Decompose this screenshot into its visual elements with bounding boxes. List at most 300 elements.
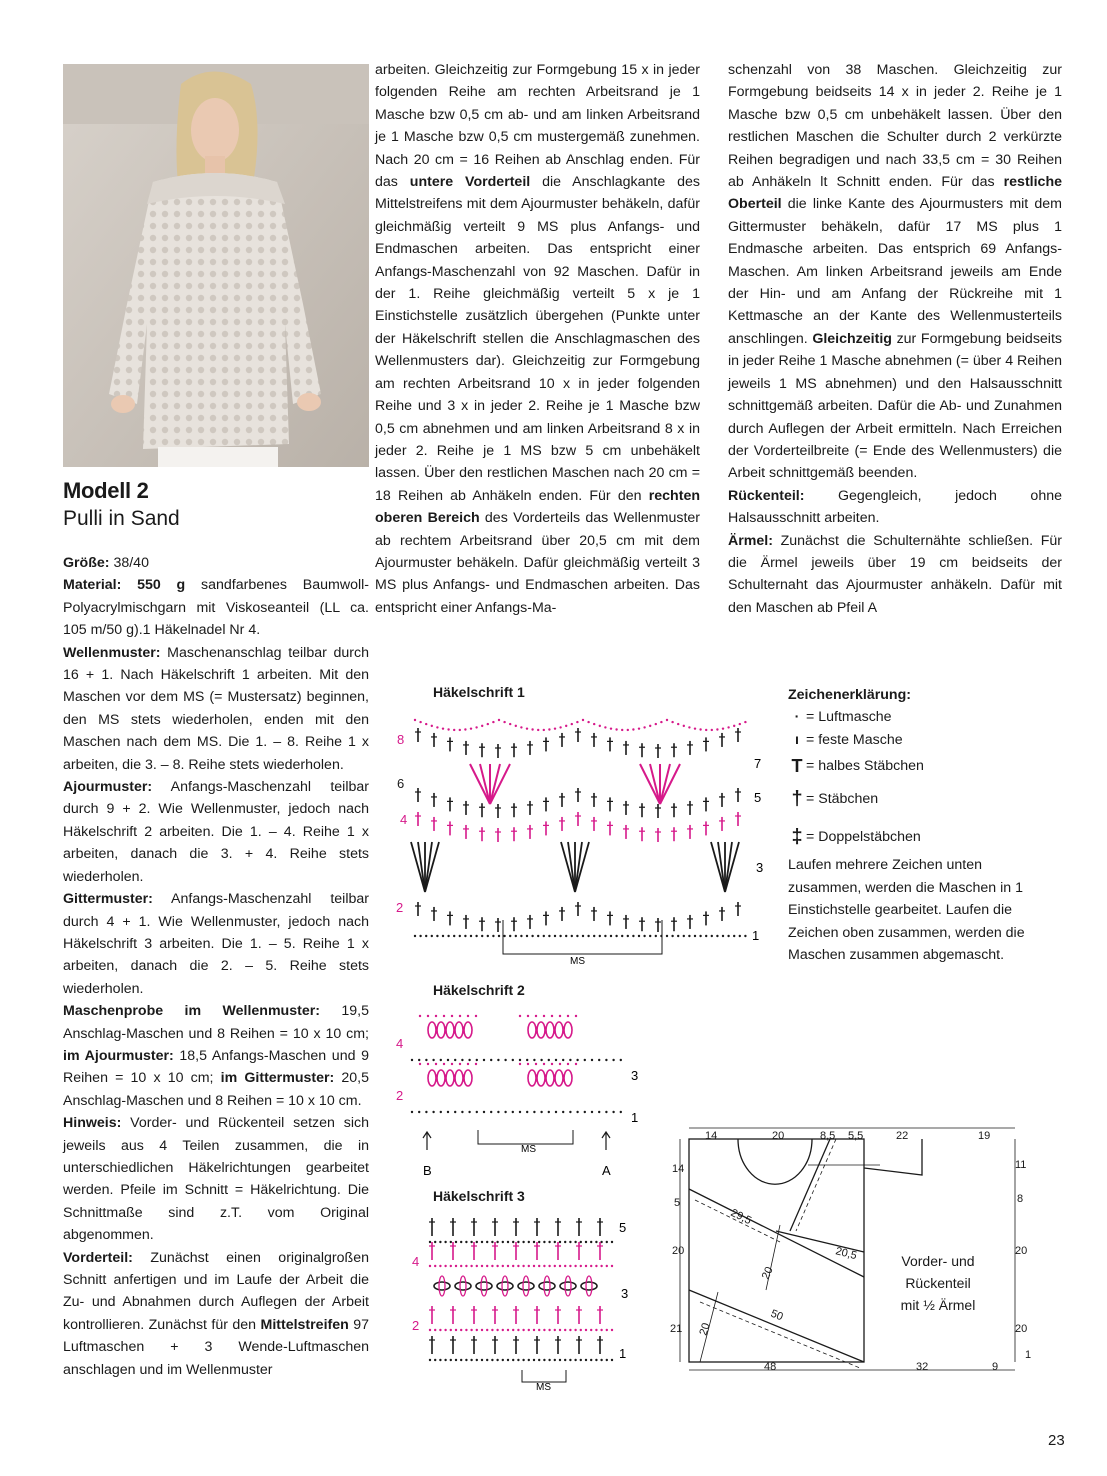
chain-dot bbox=[435, 1015, 437, 1017]
chain-dot bbox=[582, 719, 584, 721]
chain-dot bbox=[610, 935, 612, 937]
half-double-crochet-icon: T bbox=[791, 756, 803, 777]
label: Vorderteil: bbox=[63, 1249, 133, 1266]
chain-dot bbox=[434, 1265, 436, 1267]
cluster-stitch bbox=[502, 1276, 508, 1296]
chain-dot bbox=[515, 935, 517, 937]
chain-dot bbox=[455, 1265, 457, 1267]
chain-dot bbox=[427, 1015, 429, 1017]
chain-dot bbox=[615, 728, 617, 730]
chain-dot bbox=[600, 1265, 602, 1267]
repeat-bracket bbox=[478, 1130, 573, 1144]
chain-dot bbox=[593, 935, 595, 937]
chain-dot bbox=[512, 1111, 514, 1113]
chain-dot bbox=[465, 1265, 467, 1267]
chain-dot bbox=[531, 935, 533, 937]
chain-dot bbox=[519, 1059, 521, 1061]
chain-dot bbox=[540, 1059, 542, 1061]
chain-dot bbox=[611, 1241, 613, 1243]
dim-label: 48 bbox=[764, 1361, 777, 1373]
chain-dot bbox=[683, 935, 685, 937]
chain-dot bbox=[727, 726, 729, 728]
chain-stitch-icon: · bbox=[794, 709, 800, 726]
chain-dot bbox=[671, 935, 673, 937]
label: rechten oberen Bereich bbox=[375, 487, 700, 527]
chain-dot bbox=[502, 1359, 504, 1361]
chain-dot bbox=[487, 935, 489, 937]
chain-dot bbox=[535, 1063, 537, 1065]
puff-stitch bbox=[537, 1070, 545, 1086]
legend-text: = Luftmasche bbox=[806, 709, 892, 726]
chain-dot bbox=[585, 1329, 587, 1331]
chain-dot bbox=[548, 1359, 550, 1361]
fan-stitch bbox=[418, 842, 425, 892]
chain-dot bbox=[554, 1359, 556, 1361]
dim-label: 20 bbox=[772, 1130, 785, 1142]
chain-dot bbox=[598, 1111, 600, 1113]
chain-dot bbox=[649, 935, 651, 937]
chain-dot bbox=[476, 1265, 478, 1267]
chain-dot bbox=[459, 729, 461, 731]
puff-stitch bbox=[437, 1022, 445, 1038]
chain-dot bbox=[507, 1329, 509, 1331]
chain-dot bbox=[517, 1359, 519, 1361]
legend-text: = Stäbchen bbox=[806, 790, 879, 807]
chain-dot bbox=[574, 1329, 576, 1331]
chain-dot bbox=[414, 935, 416, 937]
paragraph-note bbox=[63, 1112, 369, 1246]
chain-dot bbox=[481, 935, 483, 937]
cluster-stitch bbox=[497, 1282, 513, 1290]
chain-dot bbox=[520, 726, 522, 728]
crochet-chart-1 bbox=[390, 702, 770, 972]
chain-dot bbox=[491, 1329, 493, 1331]
label: im Ajourmuster: bbox=[63, 1047, 174, 1064]
row-label: 3 bbox=[621, 1286, 629, 1301]
dim-line bbox=[796, 1139, 836, 1231]
puff-stitch bbox=[555, 1022, 563, 1038]
chain-dot bbox=[576, 1111, 578, 1113]
chain-dot bbox=[487, 723, 489, 725]
chain-dot bbox=[418, 1111, 420, 1113]
chain-dot bbox=[450, 1265, 452, 1267]
cluster-stitch bbox=[455, 1282, 471, 1290]
chain-dot bbox=[655, 935, 657, 937]
chain-dot bbox=[436, 726, 438, 728]
chain-dot bbox=[481, 1265, 483, 1267]
dim-label: 8,5 bbox=[820, 1130, 836, 1142]
chain-dot bbox=[411, 1111, 413, 1113]
chain-dot bbox=[526, 727, 528, 729]
chain-dot bbox=[605, 1111, 607, 1113]
row-label: 6 bbox=[397, 776, 405, 791]
chain-dot bbox=[533, 1329, 535, 1331]
chain-dot bbox=[569, 1329, 571, 1331]
chain-dot bbox=[598, 1059, 600, 1061]
chain-dot bbox=[476, 1359, 478, 1361]
chain-dot bbox=[548, 1241, 550, 1243]
sleeve-outline bbox=[864, 1139, 922, 1175]
dim-label: 21 bbox=[670, 1323, 683, 1335]
chain-dot bbox=[414, 719, 416, 721]
repeat-bracket bbox=[522, 1370, 566, 1382]
text: Anfangs-Maschenzahl teilbar durch 4 + 1. Wie Wellenmuster, jedoch nach Häkelschrift 3 arbeiten. Die 1. – 5. Reihe 1 x arbeiten, danach die 2. – 5. Reihe stets wiederholen. bbox=[63, 891, 369, 997]
chain-dot bbox=[427, 1063, 429, 1065]
chain-dot bbox=[571, 935, 573, 937]
fan-stitch bbox=[725, 842, 739, 892]
cluster-stitch bbox=[565, 1276, 571, 1296]
chain-dot bbox=[460, 1359, 462, 1361]
chain-dot bbox=[587, 935, 589, 937]
row-label: 3 bbox=[631, 1068, 639, 1083]
chain-dot bbox=[497, 1111, 499, 1113]
chain-dot bbox=[450, 1329, 452, 1331]
fan-stitch bbox=[718, 842, 725, 892]
chain-dot bbox=[535, 1015, 537, 1017]
label: Größe: bbox=[63, 555, 110, 571]
chain-dot bbox=[590, 1265, 592, 1267]
chain-dot bbox=[548, 1329, 550, 1331]
fan-stitch bbox=[480, 764, 490, 804]
chain-dot bbox=[569, 1241, 571, 1243]
chain-dot bbox=[655, 723, 657, 725]
chain-dot bbox=[460, 1265, 462, 1267]
chain-dot bbox=[503, 721, 505, 723]
text: Vorder- und Rückenteil setzen sich jeweils aus 4 Teilen zusammen, die in unterschiedlichen Häkelrichtungen gearbeitet werden. Pfeile im Schnitt = Häkelrichtung. Die Schnittmaße sind z.T. vom Original abgenommen. bbox=[63, 1115, 369, 1244]
chart-3-title: Häkelschrift 3 bbox=[433, 1188, 525, 1204]
chain-dot bbox=[512, 1265, 514, 1267]
chain-dot bbox=[517, 1265, 519, 1267]
chain-dot bbox=[580, 1359, 582, 1361]
chain-dot bbox=[585, 1359, 587, 1361]
chain-dot bbox=[585, 1241, 587, 1243]
chain-dot bbox=[502, 1329, 504, 1331]
paragraph-upper-front bbox=[728, 59, 1062, 485]
chain-dot bbox=[677, 935, 679, 937]
chain-dot bbox=[538, 1265, 540, 1267]
chain-dot bbox=[481, 1329, 483, 1331]
chain-dot bbox=[612, 1111, 614, 1113]
chain-dot bbox=[627, 729, 629, 731]
chain-dot bbox=[476, 1241, 478, 1243]
chain-dot bbox=[429, 1329, 431, 1331]
chain-dot bbox=[666, 719, 668, 721]
chain-dot bbox=[470, 935, 472, 937]
fan-stitch bbox=[725, 842, 732, 892]
chain-dot bbox=[590, 1359, 592, 1361]
chain-dot bbox=[436, 935, 438, 937]
chain-dot bbox=[600, 1329, 602, 1331]
chain-dot bbox=[660, 721, 662, 723]
chain-dot bbox=[464, 728, 466, 730]
dim-label: 29,5 bbox=[728, 1206, 754, 1228]
chain-dot bbox=[475, 935, 477, 937]
chain-dot bbox=[576, 1059, 578, 1061]
chain-dot bbox=[564, 1359, 566, 1361]
chain-dot bbox=[584, 1111, 586, 1113]
label: Ajourmuster: bbox=[63, 779, 153, 796]
chain-dot bbox=[444, 1241, 446, 1243]
chain-dot bbox=[638, 935, 640, 937]
chain-dot bbox=[460, 1329, 462, 1331]
chain-dot bbox=[411, 1059, 413, 1061]
dim-label: 9 bbox=[992, 1361, 999, 1373]
paragraph-wave-pattern bbox=[63, 642, 369, 776]
row-label: 2 bbox=[396, 1088, 404, 1103]
chain-dot bbox=[491, 1359, 493, 1361]
chain-dot bbox=[522, 1241, 524, 1243]
chain-dot bbox=[434, 1329, 436, 1331]
instructions-column-2 bbox=[375, 59, 700, 619]
crochet-chart-2 bbox=[390, 1000, 660, 1180]
puff-stitch bbox=[446, 1022, 454, 1038]
row-label: 7 bbox=[754, 756, 762, 771]
chain-dot bbox=[615, 935, 617, 937]
chain-dot bbox=[419, 935, 421, 937]
chain-dot bbox=[543, 1063, 545, 1065]
chain-dot bbox=[522, 1329, 524, 1331]
chain-dot bbox=[429, 1359, 431, 1361]
puff-stitch bbox=[546, 1022, 554, 1038]
puff-stitch bbox=[437, 1070, 445, 1086]
legend-item bbox=[788, 826, 1028, 848]
label: Gleichzeitig bbox=[812, 330, 892, 347]
legend-item bbox=[788, 706, 1028, 728]
chain-dot bbox=[429, 1241, 431, 1243]
chain-dot bbox=[537, 935, 539, 937]
cluster-stitch bbox=[586, 1276, 592, 1296]
chain-dot bbox=[538, 1241, 540, 1243]
page-number: 23 bbox=[1048, 1432, 1065, 1449]
chain-dot bbox=[439, 1265, 441, 1267]
chain-dot bbox=[711, 935, 713, 937]
chain-dot bbox=[567, 1063, 569, 1065]
dim-label: 14 bbox=[705, 1130, 718, 1142]
chain-dot bbox=[595, 1359, 597, 1361]
chain-dot bbox=[467, 1015, 469, 1017]
chain-dot bbox=[497, 1059, 499, 1061]
paragraph-back bbox=[728, 485, 1062, 530]
row-label: 2 bbox=[412, 1318, 420, 1333]
model-photo-illustration bbox=[63, 64, 369, 467]
chain-dot bbox=[470, 727, 472, 729]
single-crochet-icon: ı bbox=[795, 731, 799, 748]
chain-dot bbox=[450, 1241, 452, 1243]
chain-dot bbox=[612, 1059, 614, 1061]
chain-dot bbox=[564, 1329, 566, 1331]
chain-dot bbox=[453, 729, 455, 731]
model-photo bbox=[63, 64, 369, 467]
chain-dot bbox=[533, 1241, 535, 1243]
puff-stitch bbox=[455, 1070, 463, 1086]
chain-dot bbox=[451, 1063, 453, 1065]
chain-dot bbox=[593, 723, 595, 725]
schematic-label: Rückenteil bbox=[905, 1275, 971, 1291]
chain-dot bbox=[470, 1329, 472, 1331]
dim-label: 19 bbox=[978, 1130, 991, 1142]
chain-dot bbox=[419, 721, 421, 723]
chain-dot bbox=[425, 1059, 427, 1061]
chain-dot bbox=[599, 725, 601, 727]
chain-dot bbox=[439, 1241, 441, 1243]
chain-dot bbox=[526, 1111, 528, 1113]
chain-dot bbox=[533, 1111, 535, 1113]
chain-dot bbox=[611, 1329, 613, 1331]
chain-dot bbox=[611, 1265, 613, 1267]
chain-dot bbox=[461, 1059, 463, 1061]
text: zur Formgebung beidseits in jeder Reihe 1 Masche abnehmen (= über 4 Reihen jeweils 1 MS abnehmen) und den Halsausschnitt schnittgemäß arbeiten. Dafür die Ab- und Zunahmen durch Auflegen der Arbeit ermitteln. Nach Erreichen der Vorderteilbreite (= Ende des Wellenmusters) die Arbeit schnittgemäß beenden. bbox=[728, 330, 1063, 482]
cluster-stitch bbox=[518, 1282, 534, 1290]
chain-dot bbox=[465, 1359, 467, 1361]
paragraph-gauge bbox=[63, 1000, 369, 1112]
paragraph-sleeves bbox=[728, 530, 1062, 620]
schematic-label: Vorder- und bbox=[901, 1253, 975, 1269]
fan-stitch bbox=[425, 842, 439, 892]
chain-dot bbox=[464, 935, 466, 937]
chain-dot bbox=[538, 1329, 540, 1331]
chain-dot bbox=[694, 727, 696, 729]
chain-dot bbox=[543, 729, 545, 731]
chain-dot bbox=[744, 721, 746, 723]
chain-dot bbox=[455, 1359, 457, 1361]
text: 38/40 bbox=[109, 555, 149, 571]
paragraph-ajour-pattern bbox=[63, 776, 369, 888]
chain-dot bbox=[621, 729, 623, 731]
chain-dot bbox=[548, 728, 550, 730]
fan-stitch bbox=[490, 764, 500, 804]
cluster-stitch bbox=[523, 1276, 529, 1296]
chain-dot bbox=[574, 1359, 576, 1361]
chain-dot bbox=[551, 1063, 553, 1065]
chain-dot bbox=[582, 935, 584, 937]
chain-dot bbox=[496, 1241, 498, 1243]
puff-stitch bbox=[428, 1022, 436, 1038]
chain-dot bbox=[475, 1015, 477, 1017]
fan-stitch bbox=[650, 764, 660, 804]
chain-dot bbox=[468, 1111, 470, 1113]
label: im Gittermuster: bbox=[220, 1070, 335, 1087]
chain-dot bbox=[554, 1241, 556, 1243]
chain-dot bbox=[496, 1359, 498, 1361]
chain-dot bbox=[519, 1063, 521, 1065]
chain-dot bbox=[496, 1265, 498, 1267]
row-label: 4 bbox=[396, 1036, 404, 1051]
chain-dot bbox=[528, 1329, 530, 1331]
legend-text: = feste Masche bbox=[806, 731, 903, 748]
chain-dot bbox=[604, 726, 606, 728]
chain-dot bbox=[571, 723, 573, 725]
chain-dot bbox=[419, 1015, 421, 1017]
chain-dot bbox=[451, 1015, 453, 1017]
label: Hinweis: bbox=[63, 1115, 122, 1132]
chain-dot bbox=[559, 1329, 561, 1331]
chain-dot bbox=[739, 723, 741, 725]
chain-dot bbox=[490, 1111, 492, 1113]
chain-dot bbox=[455, 1329, 457, 1331]
chain-dot bbox=[699, 935, 701, 937]
dim-label: 22 bbox=[896, 1130, 909, 1142]
fan-stitch bbox=[568, 842, 575, 892]
dim-label: 20 bbox=[672, 1245, 685, 1257]
chain-dot bbox=[688, 726, 690, 728]
chain-dot bbox=[527, 1063, 529, 1065]
chain-dot bbox=[733, 935, 735, 937]
chain-dot bbox=[425, 723, 427, 725]
row-label: 4 bbox=[400, 812, 408, 827]
chain-dot bbox=[470, 1241, 472, 1243]
chain-dot bbox=[486, 1359, 488, 1361]
chain-dot bbox=[590, 1329, 592, 1331]
chain-dot bbox=[507, 1359, 509, 1361]
chart-2-title: Häkelschrift 2 bbox=[433, 982, 525, 998]
chain-dot bbox=[585, 1265, 587, 1267]
fan-stitch bbox=[470, 764, 490, 804]
chain-dot bbox=[481, 1241, 483, 1243]
chain-dot bbox=[569, 1111, 571, 1113]
chain-dot bbox=[443, 1015, 445, 1017]
row-label: 4 bbox=[412, 1254, 420, 1269]
chain-dot bbox=[444, 1265, 446, 1267]
chain-dot bbox=[565, 935, 567, 937]
fan-stitch bbox=[561, 842, 575, 892]
chain-dot bbox=[627, 935, 629, 937]
neckline bbox=[738, 1139, 812, 1184]
chain-dot bbox=[555, 1111, 557, 1113]
row-label: 5 bbox=[619, 1220, 627, 1235]
text: die linke Kante des Ajourmusters mit dem Gittermuster behäkeln, dafür 17 MS plus 1 Endmasche arbeiten. Das entsprich 69 Anfangs-Maschen. Am linken Arbeitsrand jeweils am Ende der Hin- und am Anfang der Rückreihe mit 1 Kettmasche an der Kante des Wellenmusterteils anschlingen. bbox=[728, 196, 1062, 347]
text: schenzahl von 38 Maschen. Gleichzeitig zur Formgebung beidseits 14 x in jeder 2. Reihe je 1 Masche bzw 0,5 cm unbehäkelt lassen. Über den restlichen Maschen die Schulter durch 2 verkürzte Reihen begradigen und nach 33,5 cm = 30 Reihen ab Anhäkeln lt Schnitt enden. Für das bbox=[728, 62, 1062, 191]
chain-dot bbox=[606, 1241, 608, 1243]
chain-dot bbox=[522, 1265, 524, 1267]
arrow-label-b: B bbox=[423, 1163, 432, 1178]
chain-dot bbox=[538, 1359, 540, 1361]
chain-dot bbox=[537, 729, 539, 731]
chain-dot bbox=[439, 1359, 441, 1361]
model-title: Modell 2 bbox=[63, 478, 149, 503]
chain-dot bbox=[543, 1015, 545, 1017]
chain-dot bbox=[454, 1111, 456, 1113]
fan-stitch bbox=[660, 764, 670, 804]
puff-stitch bbox=[428, 1070, 436, 1086]
chain-dot bbox=[526, 1059, 528, 1061]
text: 18,5 Anfangs-Maschen und 9 Reihen = 10 x 10 cm; bbox=[63, 1047, 369, 1087]
chain-dot bbox=[564, 1241, 566, 1243]
chain-dot bbox=[526, 935, 528, 937]
puff-stitch bbox=[464, 1022, 472, 1038]
chain-dot bbox=[419, 1063, 421, 1065]
chain-dot bbox=[705, 935, 707, 937]
cluster-stitch bbox=[544, 1276, 550, 1296]
fan-stitch bbox=[640, 764, 660, 804]
label: Wellenmuster: bbox=[63, 644, 161, 661]
chain-dot bbox=[450, 1359, 452, 1361]
chain-dot bbox=[580, 1241, 582, 1243]
chain-dot bbox=[600, 1359, 602, 1361]
row-label: 1 bbox=[619, 1346, 627, 1361]
chain-dot bbox=[486, 1241, 488, 1243]
fan-stitch bbox=[575, 842, 582, 892]
chain-dot bbox=[540, 1111, 542, 1113]
dim-label: 5 bbox=[674, 1197, 681, 1209]
legend-text: = Doppelstäbchen bbox=[806, 829, 921, 846]
chain-dot bbox=[543, 1329, 545, 1331]
arrow-b bbox=[423, 1132, 431, 1150]
cluster-stitch bbox=[539, 1282, 555, 1290]
chain-dot bbox=[595, 1329, 597, 1331]
chain-dot bbox=[599, 935, 601, 937]
chain-dot bbox=[504, 1111, 506, 1113]
chain-dot bbox=[453, 935, 455, 937]
